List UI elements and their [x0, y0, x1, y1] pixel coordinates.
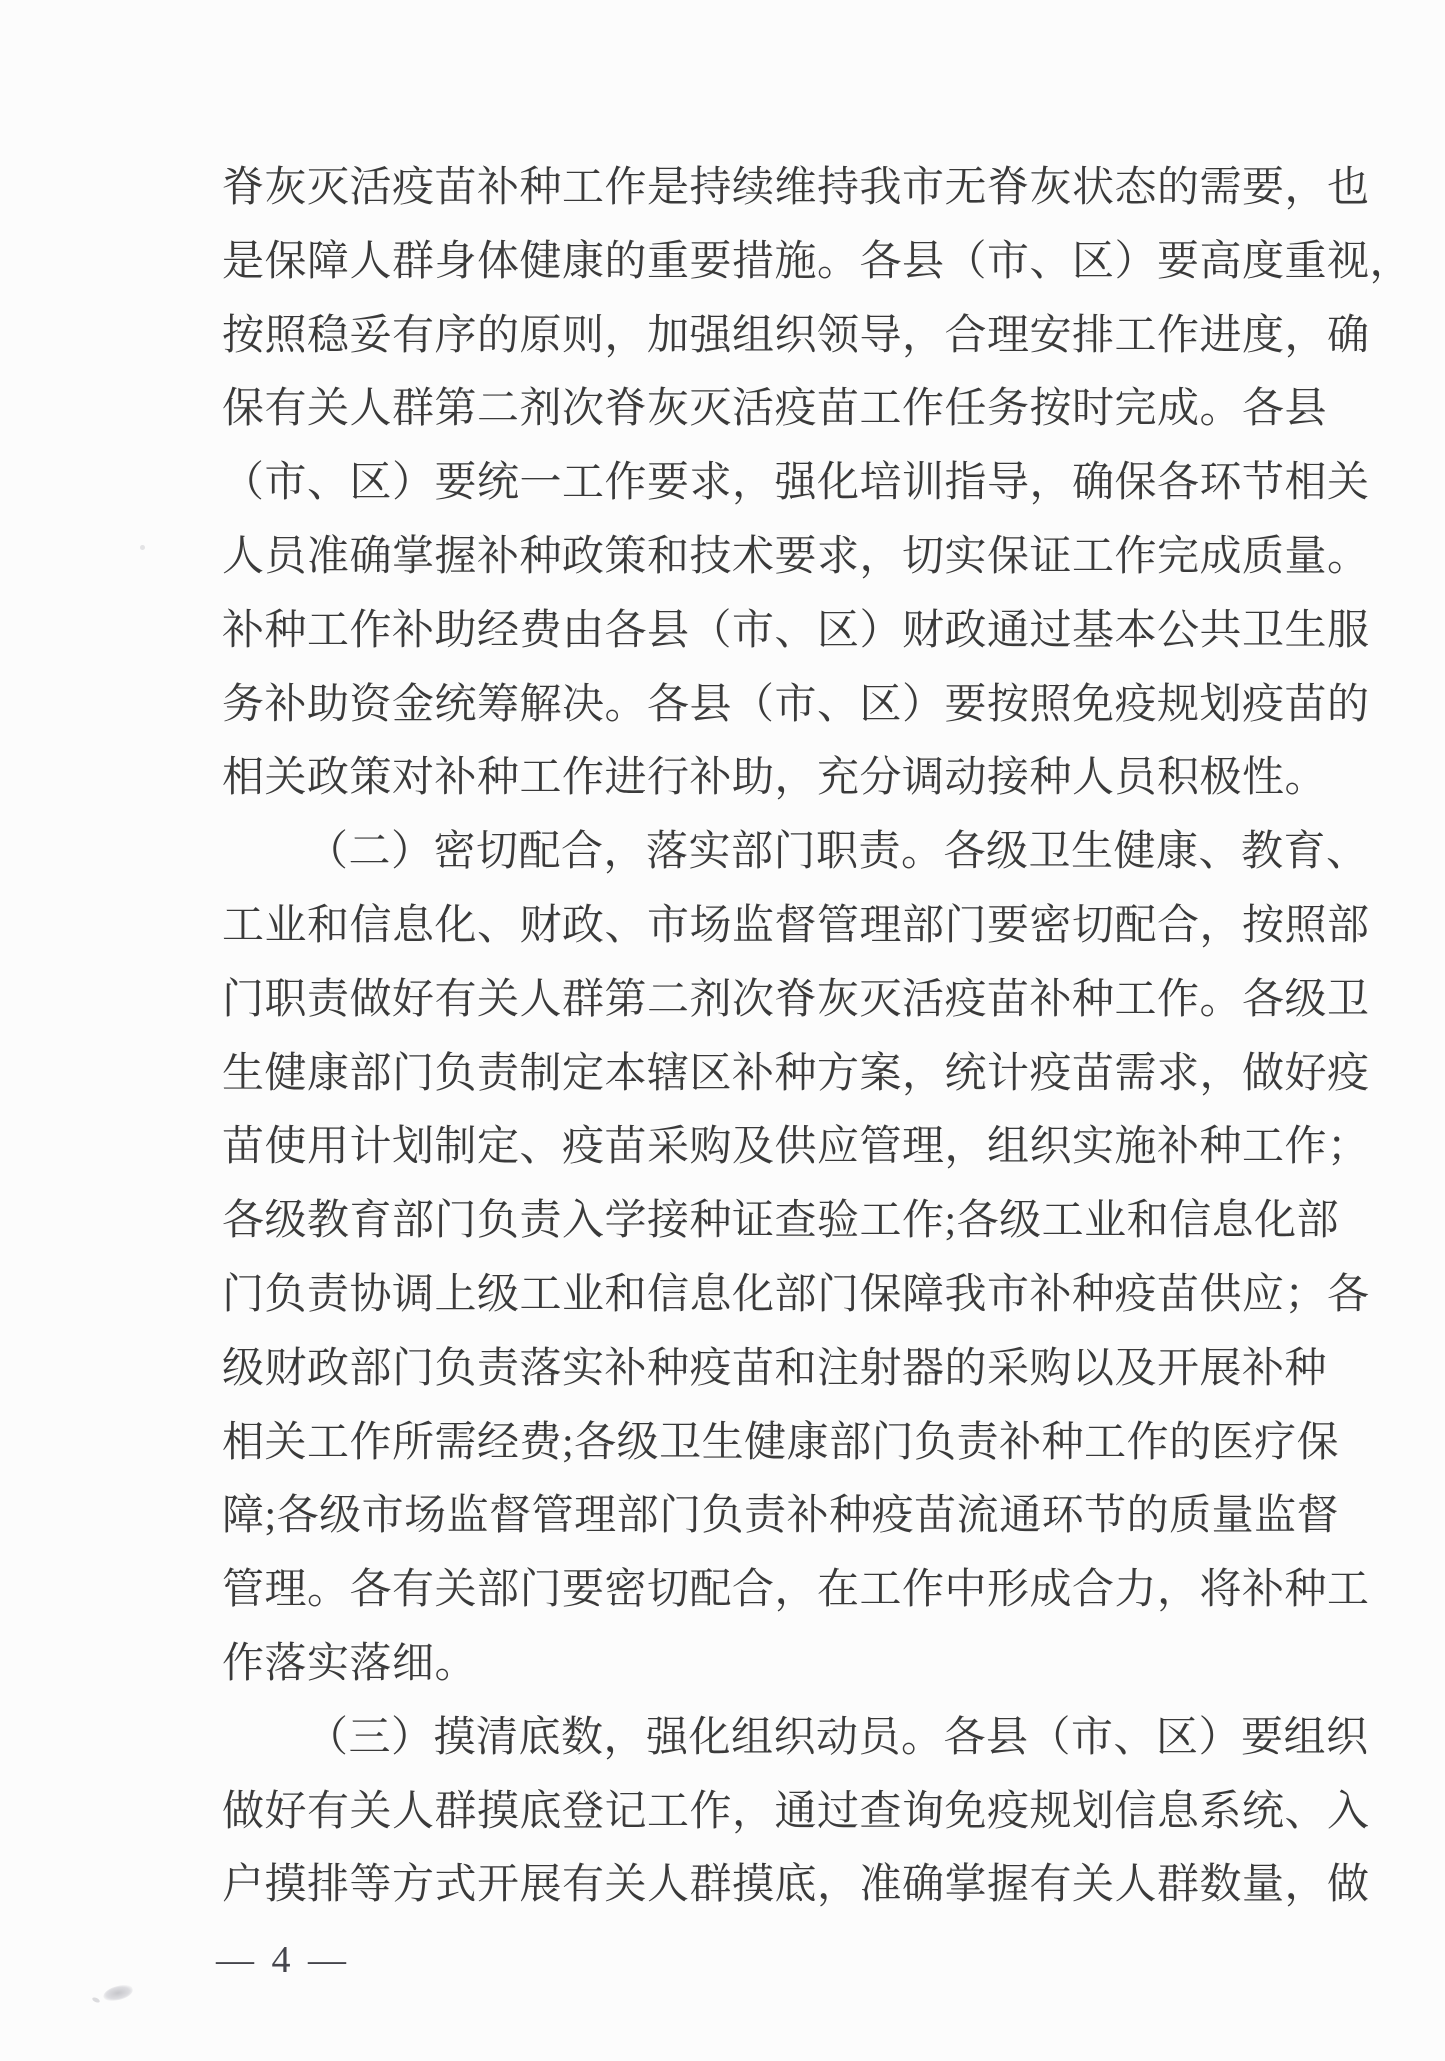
document-line: 脊灰灭活疫苗补种工作是持续维持我市无脊灰状态的需要，也: [222, 165, 1370, 211]
document-line: 做好有关人群摸底登记工作，通过查询免疫规划信息系统、入: [222, 1788, 1370, 1835]
document-line: 各级教育部门负责入学接种证查验工作;各级工业和信息化部: [222, 1198, 1340, 1245]
scan-speck: [140, 545, 145, 550]
document-line: （三）摸清底数，强化组织动员。各县（市、区）要组织: [306, 1714, 1369, 1761]
document-line: 相关政策对补种工作进行补助，充分调动接种人员积极性。: [222, 755, 1328, 802]
document-line: 相关工作所需经费;各级卫生健康部门负责补种工作的医疗保: [222, 1419, 1340, 1466]
document-line: 门职责做好有关人群第二剂次脊灰灭活疫苗补种工作。各级卫: [222, 976, 1370, 1023]
document-line: 人员准确掌握补种政策和技术要求，切实保证工作完成质量。: [222, 533, 1370, 580]
document-line: 生健康部门负责制定本辖区补种方案，统计疫苗需求，做好疫: [222, 1050, 1370, 1097]
document-line: （二）密切配合，落实部门职责。各级卫生健康、教育、: [306, 829, 1369, 876]
document-line: 务补助资金统筹解决。各县（市、区）要按照免疫规划疫苗的: [222, 681, 1370, 728]
document-line: （市、区）要统一工作要求，强化培训指导，确保各环节相关: [222, 460, 1370, 507]
document-line: 保有关人群第二剂次脊灰灭活疫苗工作任务按时完成。各县: [222, 386, 1328, 433]
document-line: 级财政部门负责落实补种疫苗和注射器的采购以及开展补种: [222, 1345, 1328, 1392]
document-line: 障;各级市场监督管理部门负责补种疫苗流通环节的质量监督: [222, 1493, 1340, 1540]
document-line: 苗使用计划制定、疫苗采购及供应管理，组织实施补种工作；: [222, 1124, 1370, 1171]
document-line: 作落实落细。: [222, 1640, 478, 1687]
document-line: 是保障人群身体健康的重要措施。各县（市、区）要高度重视，: [222, 238, 1413, 285]
document-line: 户摸排等方式开展有关人群摸底，准确掌握有关人群数量，做: [222, 1862, 1370, 1909]
document-line: 门负责协调上级工业和信息化部门保障我市补种疫苗供应；各: [222, 1271, 1370, 1318]
ink-smudge-dot: [92, 1996, 101, 2003]
document-line: 管理。各有关部门要密切配合，在工作中形成合力，将补种工: [222, 1567, 1370, 1614]
ink-smudge: [102, 1983, 134, 2003]
document-line: 补种工作补助经费由各县（市、区）财政通过基本公共卫生服: [222, 607, 1370, 654]
document-line: 按照稳妥有序的原则，加强组织领导，合理安排工作进度，确: [222, 312, 1370, 359]
document-line: 工业和信息化、财政、市场监督管理部门要密切配合，按照部: [222, 902, 1370, 949]
page-number: — 4 —: [216, 1939, 350, 1981]
document-body: [222, 152, 1413, 1923]
